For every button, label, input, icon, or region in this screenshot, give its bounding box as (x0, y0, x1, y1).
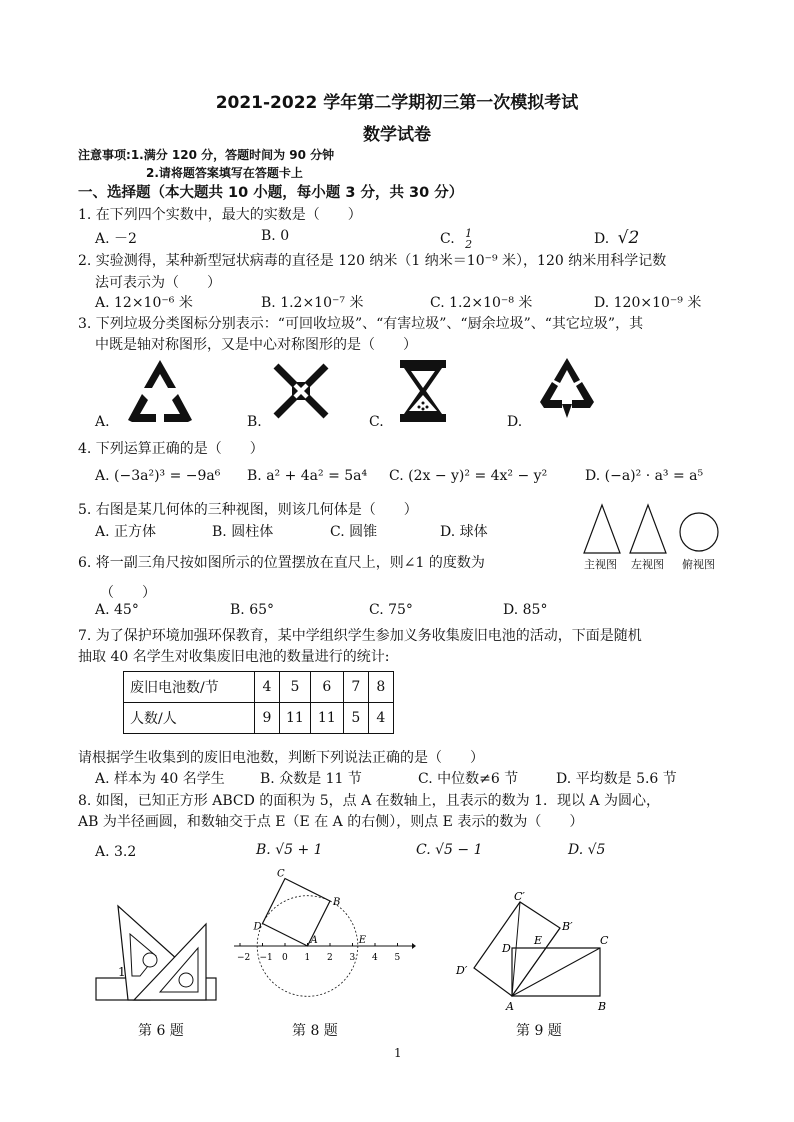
q2-option-d: D. 120×10⁻⁹ 米 (594, 295, 702, 311)
q1-option-c (440, 228, 472, 250)
q5-stem: 5. 右图是某几何体的三种视图，则该几何体是（ ） (78, 502, 418, 518)
label-b-prime: B′ (562, 920, 573, 933)
q8-option-a: A. 3.2 (95, 844, 137, 860)
tick-label: 1 (304, 953, 311, 963)
exam-subtitle: 数学试卷 (363, 125, 431, 145)
table-cell: 9 (255, 703, 280, 734)
q7-option-b: B. 众数是 11 节 (260, 771, 362, 787)
top-view-circle (680, 513, 718, 551)
notice-label: 注意事项: (78, 148, 131, 162)
fig9-point-labels (455, 890, 609, 1013)
table-cell: 5 (280, 672, 311, 703)
q4-option-d: D. (−a)² · a³ = a⁵ (585, 468, 704, 484)
front-view-triangle (584, 505, 620, 553)
q7-option-d: D. 平均数是 5.6 节 (556, 771, 677, 787)
tick-label: 2 (327, 953, 333, 963)
battery-stats-table (123, 671, 394, 734)
q1-option-b: B. 0 (261, 228, 290, 244)
q3-line-2: 中既是轴对称图形，又是中心对称图形的是（ ） (95, 337, 417, 353)
hazard-cross-icon (272, 362, 330, 420)
q8-line-1: 8. 如图，已知正方形 ABCD 的面积为 5，点 A 在数轴上，且表示的数为 1．现以 A 为圆心， (78, 793, 661, 809)
q2-line-2: 法可表示为（ ） (95, 275, 221, 291)
side-view-triangle (630, 505, 666, 553)
label-a: A (506, 1000, 514, 1013)
table-cell: 11 (310, 703, 343, 734)
recycle-icon (124, 358, 196, 424)
label-c-prime: C′ (514, 890, 525, 903)
q1-d-label: D. (594, 231, 610, 247)
fig9-rotated-squares (450, 888, 620, 1014)
q6-option-a: A. 45° (95, 602, 139, 618)
q2-option-a: A. 12×10⁻⁶ 米 (95, 295, 193, 311)
q8-option-d: D. √5 (568, 842, 606, 858)
table-row (124, 703, 394, 734)
q1-c-num: 1 (465, 227, 473, 240)
q4-option-a: A. (−3a²)³ = −9a⁶ (95, 468, 221, 484)
page-number: 1 (394, 1046, 402, 1060)
view-label-front: 主视图 (584, 558, 617, 571)
table-row (124, 672, 394, 703)
tick-label: 0 (282, 953, 288, 963)
q5-option-d: D. 球体 (440, 524, 488, 540)
table-cell: 6 (310, 672, 343, 703)
table-cell: 5 (343, 703, 368, 734)
table-cell: 8 (368, 672, 393, 703)
fig8-caption: 第 8 题 (292, 1023, 338, 1039)
q7-line-2: 抽取 40 名学生对收集废旧电池的数量进行的统计: (78, 649, 390, 665)
q3-option-c: C. (369, 414, 384, 430)
q2-line-1: 2. 实验测得，某种新型冠状病毒的直径是 120 纳米（1 纳米＝10⁻⁹ 米），120 纳米用科学记数 (78, 253, 667, 269)
point-label-b: B (333, 897, 341, 908)
q8-option-c: C. √5 − 1 (416, 842, 483, 858)
q6-option-c: C. 75° (369, 602, 413, 618)
tick-label: −2 (237, 953, 251, 963)
tick-label: 4 (372, 953, 378, 963)
label-e: E (534, 934, 543, 947)
q1-option-a: A. －2 (95, 231, 137, 247)
q7-line-3: 请根据学生收集到的废旧电池数，判断下列说法正确的是（ ） (78, 750, 484, 766)
q6-option-b: B. 65° (230, 602, 275, 618)
other-waste-icon (536, 356, 598, 422)
q2-option-b: B. 1.2×10⁻⁷ 米 (261, 295, 364, 311)
q4-option-b: B. a² + 4a² = 5a⁴ (247, 468, 368, 484)
angle-1-label: 1 (118, 965, 126, 979)
q5-option-c: C. 圆锥 (330, 524, 378, 540)
q4-stem: 4. 下列运算正确的是（ ） (78, 441, 264, 457)
fig9-caption: 第 9 题 (516, 1023, 562, 1039)
tick-label: −1 (259, 953, 273, 963)
label-b: B (598, 1000, 607, 1013)
point-label-d: D (253, 921, 262, 933)
q8-line-2: AB 为半径画圆，和数轴交于点 E（E 在 A 的右侧），则点 E 表示的数为（ ） (78, 814, 584, 830)
tick-label: 5 (394, 953, 401, 963)
q1-option-d (594, 228, 639, 248)
q5-option-b: B. 圆柱体 (212, 524, 274, 540)
q5-option-a: A. 正方体 (95, 524, 157, 540)
notice-1: 1.满分 120 分，答题时间为 90 分钟 (130, 148, 335, 162)
q1-c-label: C. (440, 231, 455, 247)
table-cell: 7 (343, 672, 368, 703)
q7-line-1: 7. 为了保护环境加强环保教育，某中学组织学生参加义务收集废旧电池的活动，下面是随机 (78, 628, 642, 644)
exam-title: 2021-2022 学年第二学期初三第一次模拟考试 (215, 93, 579, 113)
point-label-e: E (358, 935, 367, 946)
q7-option-a: A. 样本为 40 名学生 (95, 771, 225, 787)
q7-option-c: C. 中位数≠6 节 (418, 771, 519, 787)
q1-c-fraction (465, 228, 472, 250)
table-cell: 4 (255, 672, 280, 703)
label-d: D (502, 942, 511, 955)
table-cell: 11 (280, 703, 311, 734)
view-label-top: 俯视图 (682, 558, 715, 571)
point-label-c: C (277, 868, 285, 880)
square-abcd (263, 879, 331, 947)
fig6-triangle-rulers (94, 900, 220, 1006)
fig8-number-line-square (232, 868, 416, 1010)
table-header-cell: 废旧电池数/节 (124, 672, 255, 703)
q8-option-b: B. √5 + 1 (256, 842, 323, 858)
label-d-prime: D′ (456, 964, 468, 977)
q1-c-den: 2 (465, 238, 473, 251)
table-header-cell: 人数/人 (124, 703, 255, 734)
section-title: 一、选择题（本大题共 10 小题，每小题 3 分，共 30 分） (78, 185, 464, 201)
point-label-a: A (310, 935, 318, 946)
q6-line-2: （ ） (100, 585, 156, 601)
table-cell: 4 (368, 703, 393, 734)
notice-2: 2.请将题答案填写在答题卡上 (146, 166, 303, 180)
q6-option-d: D. 85° (503, 602, 548, 618)
point-labels (253, 869, 367, 947)
hourglass-icon (398, 358, 448, 424)
view-label-side: 左视图 (631, 558, 664, 571)
q3-option-b: B. (247, 414, 262, 430)
q3-option-d: D. (507, 414, 523, 430)
three-views-figure (580, 503, 724, 555)
q6-line-1: 6. 将一副三角尺按如图所示的位置摆放在直尺上，则∠1 的度数为 (78, 555, 485, 571)
q3-line-1: 3. 下列垃圾分类图标分别表示：“可回收垃圾”、“有害垃圾”、“厨余垃圾”、“其它垃圾”，其 (78, 316, 644, 332)
fig6-caption: 第 6 题 (138, 1023, 184, 1039)
q4-option-c: C. (2x − y)² = 4x² − y² (389, 468, 548, 484)
q2-option-c: C. 1.2×10⁻⁸ 米 (430, 295, 533, 311)
tick-label: 3 (349, 953, 356, 963)
q3-option-a: A. (95, 414, 110, 430)
notice-line-1 (78, 146, 334, 163)
axis-arrow (412, 943, 416, 949)
label-c: C (600, 934, 609, 947)
q1-d-value: √2 (617, 228, 640, 248)
q1-stem: 1. 在下列四个实数中，最大的实数是（ ） (78, 207, 362, 223)
